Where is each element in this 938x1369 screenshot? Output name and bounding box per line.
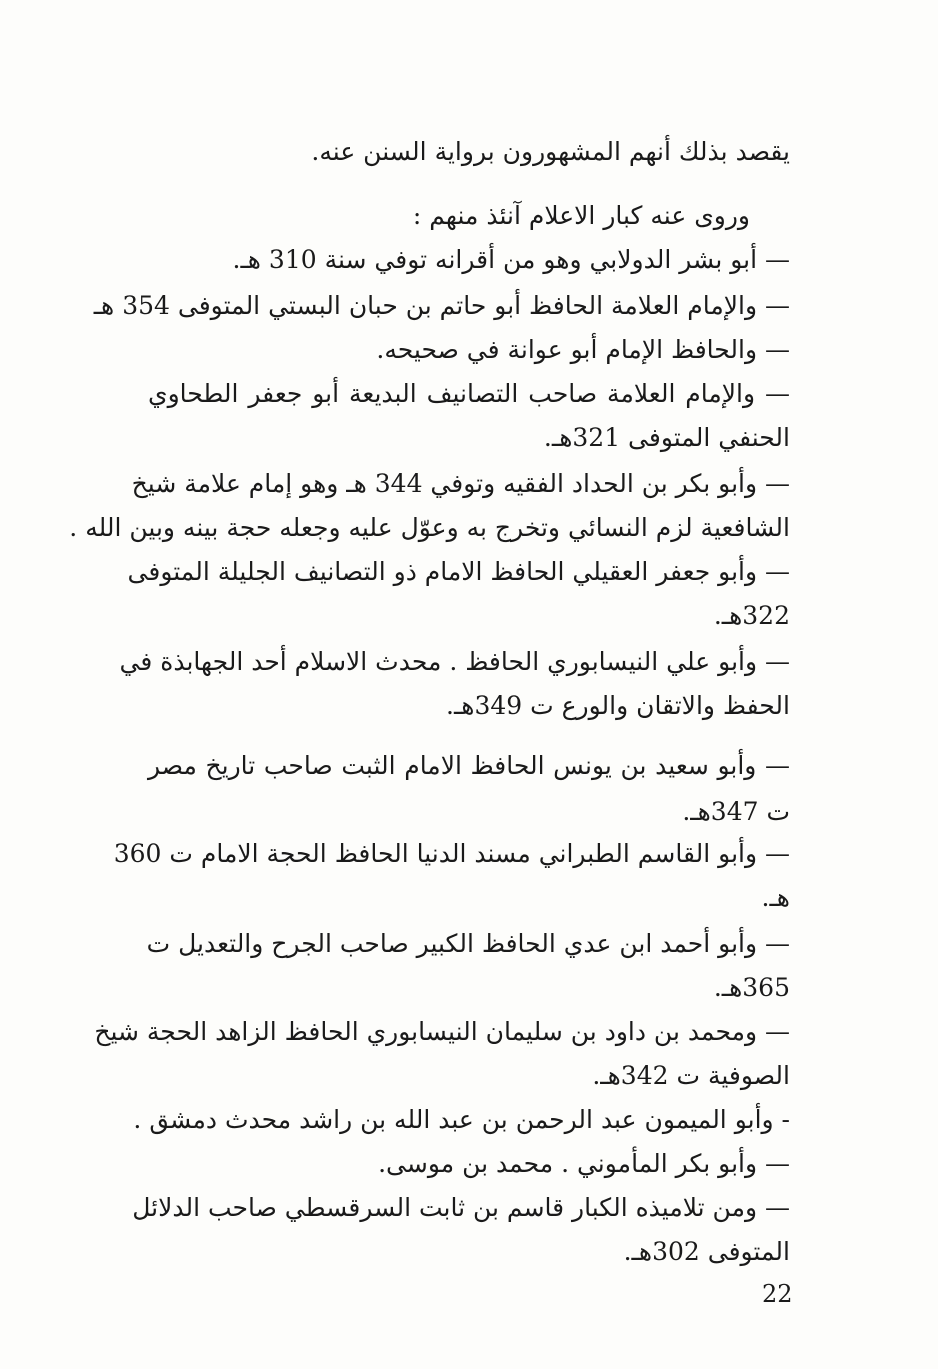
list-item: — والإمام العلامة صاحب التصانيف البديعة أبو جعفر الطحاوي bbox=[148, 379, 790, 408]
list-item: — ومحمد بن داود بن سليمان النيسابوري الحافظ الزاهد الحجة شيخ bbox=[94, 1017, 790, 1046]
text-line: 365هـ. bbox=[713, 973, 790, 1002]
list-item: — وأبو جعفر العقيلي الحافظ الامام ذو التصانيف الجليلة المتوفى bbox=[127, 557, 790, 586]
text-line: الشافعية لزم النسائي وتخرج به وعوّل عليه وجعله حجة بينه وبين الله . bbox=[69, 513, 790, 542]
list-item: — وأبو أحمد ابن عدي الحافظ الكبير صاحب الجرح والتعديل ت bbox=[146, 929, 790, 958]
list-item: — وأبو بكر المأموني . محمد بن موسى. bbox=[378, 1149, 790, 1178]
page-number: 22 bbox=[762, 1280, 793, 1308]
list-item: — وأبو سعيد بن يونس الحافظ الامام الثبت صاحب تاريخ مصر bbox=[148, 751, 790, 780]
text-line: المتوفى 302هـ. bbox=[623, 1237, 790, 1266]
text-line: الصوفية ت 342هـ. bbox=[592, 1061, 790, 1090]
list-item: - وأبو الميمون عبد الرحمن بن عبد الله بن راشد محدث دمشق . bbox=[133, 1105, 790, 1134]
list-item: — وأبو بكر بن الحداد الفقيه وتوفي 344 هـ وهو إمام علامة شيخ bbox=[131, 469, 790, 498]
text-line: الحنفي المتوفى 321هـ. bbox=[543, 423, 790, 452]
text-line: هـ. bbox=[761, 883, 790, 912]
list-item: — والحافظ الإمام أبو عوانة في صحيحه. bbox=[376, 335, 790, 364]
list-item: — والإمام العلامة الحافظ أبو حاتم بن حبان البستي المتوفى 354 هـ bbox=[93, 291, 790, 320]
text-line: يقصد بذلك أنهم المشهورون برواية السنن عنه. bbox=[311, 137, 790, 166]
list-item: — ومن تلاميذه الكبار قاسم بن ثابت السرقسطي صاحب الدلائل bbox=[132, 1193, 790, 1222]
text-line: وروى عنه كبار الاعلام آنئذ منهم : bbox=[412, 201, 750, 230]
list-item: — وأبو القاسم الطبراني مسند الدنيا الحافظ الحجة الامام ت 360 bbox=[113, 839, 790, 868]
list-item: — وأبو علي النيسابوري الحافظ . محدث الاسلام أحد الجهابذة في bbox=[119, 647, 790, 676]
text-line: ت 347هـ. bbox=[682, 797, 790, 826]
text-line: 322هـ. bbox=[713, 601, 790, 630]
text-line: الحفظ والاتقان والورع ت 349هـ. bbox=[446, 691, 790, 720]
list-item: — أبو بشر الدولابي وهو من أقرانه توفي سنة 310 هـ. bbox=[232, 245, 790, 274]
